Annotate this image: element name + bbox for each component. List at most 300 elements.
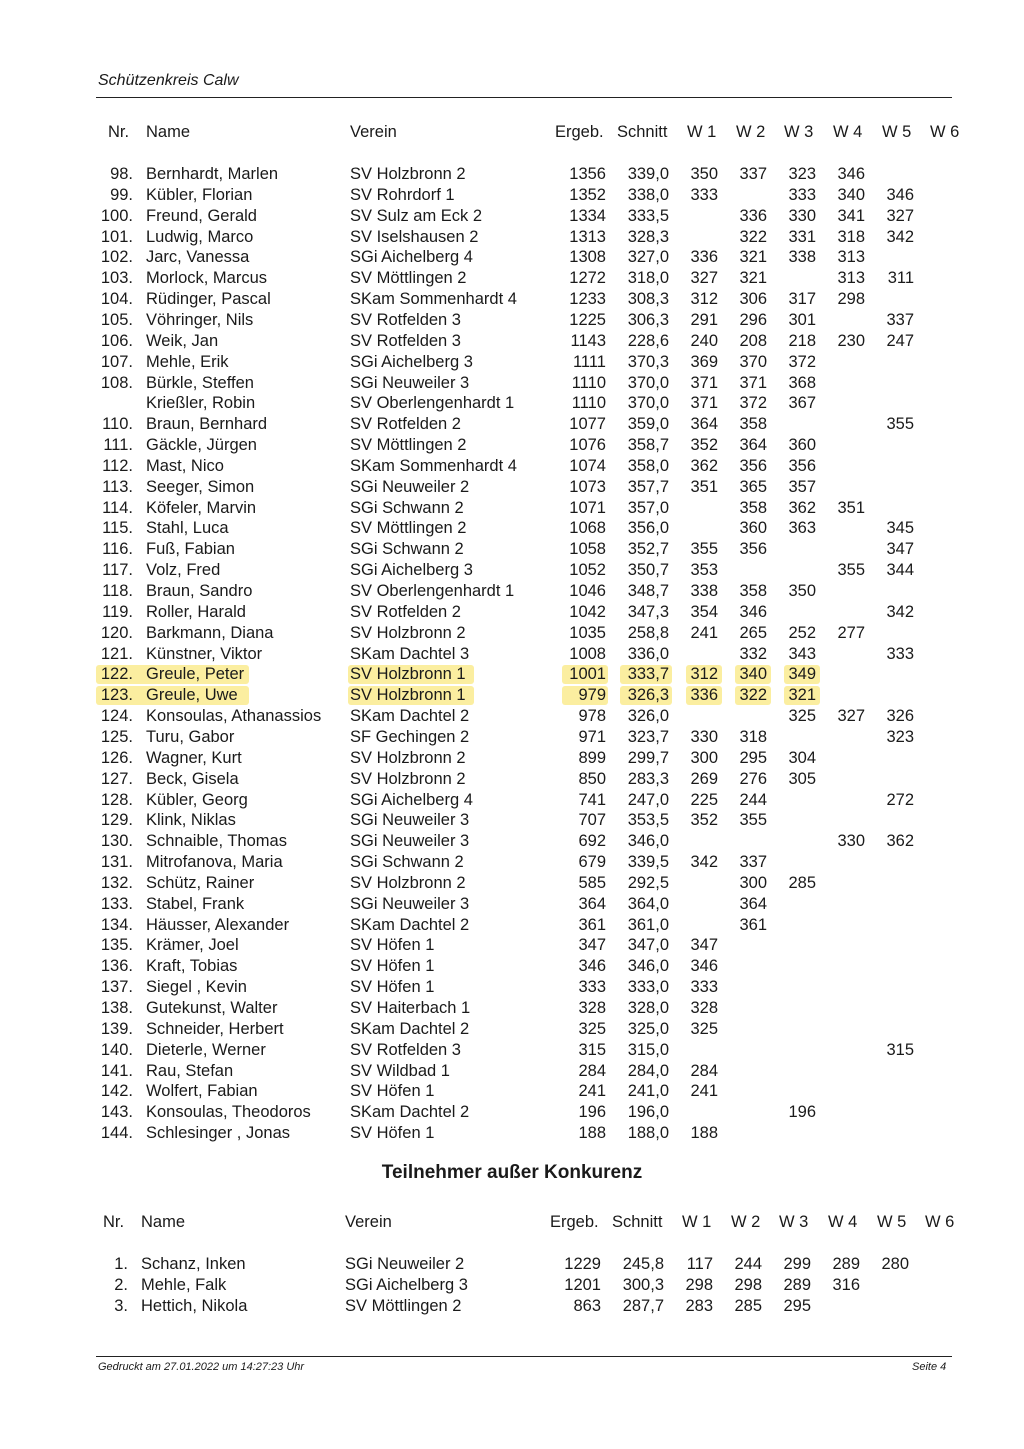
column-header-ergeb: Ergeb.: [550, 1213, 599, 1231]
table-row: [0, 518, 1024, 538]
nr-cell: 108.: [100, 373, 133, 392]
w2-cell: 358: [739, 415, 767, 434]
table-row: [0, 644, 1024, 664]
average-cell: 333,5: [627, 206, 669, 225]
table-row: [0, 185, 1024, 205]
average-cell: 241,0: [627, 1082, 669, 1101]
total-cell: 328: [578, 999, 606, 1017]
w5-cell: 345: [886, 519, 914, 538]
average-cell: 370,0: [627, 394, 669, 413]
nr-cell: 98.: [110, 165, 133, 183]
club-cell: SV Möttlingen 2: [350, 269, 467, 288]
table-row: [0, 1254, 1024, 1274]
w4-cell: 313: [837, 248, 865, 267]
w2-cell: 300: [739, 873, 767, 892]
nr-cell: 121.: [100, 644, 133, 663]
w1-cell: 300: [690, 748, 718, 767]
nr-cell: 142.: [100, 1082, 133, 1101]
w2-cell: 360: [739, 519, 767, 538]
w1-cell: 371: [690, 394, 718, 413]
nr-cell: 107.: [100, 352, 133, 371]
w4-cell: 340: [837, 185, 865, 204]
nr-cell: 128.: [100, 790, 133, 809]
total-cell: 1308: [569, 248, 606, 267]
nr-cell: 3.: [114, 1297, 128, 1315]
club-cell: SV Rohrdorf 1: [350, 185, 455, 204]
total-cell: 741: [578, 790, 606, 809]
average-cell: 325,0: [627, 1019, 669, 1038]
club-cell: SV Rotfelden 3: [350, 331, 461, 350]
name-cell: Morlock, Marcus: [146, 269, 268, 288]
w1-cell: 283: [685, 1297, 713, 1315]
nr-cell: 118.: [102, 582, 133, 600]
club-cell: SV Oberlengenhardt 1: [350, 394, 515, 413]
column-header-w6: W 6: [930, 123, 960, 141]
name-cell: Dieterle, Werner: [146, 1040, 266, 1059]
w1-cell: 298: [685, 1276, 713, 1294]
nr-cell: 124.: [100, 707, 133, 726]
column-header-w4: W 4: [828, 1213, 858, 1231]
w5-cell: 327: [886, 206, 914, 225]
club-cell: SV Holzbronn 2: [350, 873, 466, 892]
club-cell: SGi Aichelberg 3: [350, 561, 473, 580]
w5-cell: 337: [886, 310, 914, 329]
club-cell: SV Rotfelden 3: [350, 310, 461, 329]
nr-cell: 113.: [102, 477, 133, 496]
table-row: [0, 477, 1024, 497]
total-cell: 1073: [569, 477, 606, 496]
w1-cell: 269: [690, 769, 718, 788]
name-cell: Schanz, Inken: [141, 1255, 246, 1273]
w1-cell: 117: [686, 1255, 713, 1273]
total-cell: 585: [578, 873, 606, 892]
table-row: [0, 915, 1024, 935]
w2-cell: 285: [734, 1297, 762, 1315]
w3-cell: 305: [788, 769, 816, 788]
table-row: [0, 769, 1024, 789]
club-cell: SGi Aichelberg 3: [345, 1276, 468, 1294]
table-row: [0, 164, 1024, 184]
w2-cell: 322: [739, 686, 767, 705]
total-cell: 978: [578, 707, 606, 726]
club-cell: SKam Dachtel 2: [350, 707, 470, 726]
table-row: [0, 977, 1024, 997]
total-cell: 1074: [569, 456, 606, 475]
nr-cell: 99.: [110, 185, 133, 204]
total-cell: 850: [578, 769, 606, 788]
column-header-name: Name: [146, 123, 191, 141]
w3-cell: 252: [788, 623, 816, 642]
nr-cell: 103.: [100, 269, 133, 288]
total-cell: 707: [578, 811, 606, 830]
name-cell: Braun, Bernhard: [146, 415, 268, 434]
nr-cell: 119.: [102, 602, 133, 621]
average-cell: 353,5: [627, 811, 669, 830]
nr-cell: 104.: [100, 290, 133, 309]
w3-cell: 360: [788, 436, 816, 455]
w1-cell: 342: [690, 853, 718, 872]
nr-cell: 116.: [102, 540, 133, 559]
w3-cell: 301: [788, 310, 816, 329]
name-cell: Hettich, Nikola: [141, 1297, 248, 1315]
nr-cell: 2.: [114, 1276, 128, 1294]
w3-cell: 338: [788, 248, 816, 267]
name-cell: Kraft, Tobias: [146, 957, 238, 976]
w1-cell: 284: [690, 1061, 718, 1080]
column-header-w3: W 3: [784, 123, 814, 141]
page-number: Seite 4: [912, 1361, 947, 1373]
name-cell: Barkmann, Diana: [146, 623, 274, 642]
name-cell: Bernhardt, Marlen: [146, 165, 279, 183]
name-cell: Schnaible, Thomas: [146, 832, 287, 851]
w4-cell: 289: [832, 1255, 860, 1273]
column-header-schnitt: Schnitt: [617, 123, 668, 141]
w3-cell: 356: [788, 456, 816, 475]
club-cell: SV Oberlengenhardt 1: [350, 582, 515, 600]
club-cell: SV Holzbronn 2: [350, 623, 466, 642]
w2-cell: 208: [739, 331, 767, 350]
nr-cell: 102.: [100, 248, 133, 267]
table-row: [0, 581, 1024, 601]
name-cell: Konsoulas, Athanassios: [146, 707, 322, 726]
club-cell: SV Holzbronn 1: [350, 686, 466, 705]
total-cell: 325: [578, 1019, 606, 1038]
w3-cell: 299: [783, 1255, 811, 1273]
name-cell: Krämer, Joel: [146, 936, 239, 955]
w1-cell: 336: [690, 686, 718, 705]
average-cell: 333,0: [627, 978, 669, 997]
average-cell: 247,0: [627, 790, 669, 809]
club-cell: SGi Aichelberg 3: [350, 352, 473, 371]
name-cell: Schlesinger , Jonas: [146, 1124, 290, 1143]
total-cell: 1110: [571, 394, 606, 413]
average-cell: 300,3: [622, 1276, 664, 1294]
name-cell: Mehle, Falk: [141, 1276, 227, 1294]
table-row: [0, 560, 1024, 580]
total-cell: 1008: [569, 644, 606, 663]
total-cell: 1110: [571, 373, 606, 392]
total-cell: 1077: [569, 415, 606, 434]
name-cell: Schneider, Herbert: [146, 1019, 284, 1038]
name-cell: Weik, Jan: [146, 331, 219, 350]
w1-cell: 364: [690, 415, 718, 434]
w1-cell: 355: [690, 540, 718, 559]
nr-cell: 132.: [100, 873, 133, 892]
column-header-w6: W 6: [925, 1213, 955, 1231]
w1-cell: 362: [690, 456, 718, 475]
total-cell: 899: [578, 748, 606, 767]
w1-cell: 336: [690, 248, 718, 267]
w3-cell: 325: [788, 707, 816, 726]
average-cell: 359,0: [627, 415, 669, 434]
table-row: [0, 790, 1024, 810]
average-cell: 346,0: [627, 832, 669, 851]
table-row: [0, 1123, 1024, 1143]
table-row: [0, 623, 1024, 643]
nr-cell: 125.: [100, 727, 133, 746]
table-row: [0, 873, 1024, 893]
name-cell: Krießler, Robin: [146, 394, 256, 413]
table-row: [0, 852, 1024, 872]
column-header-verein: Verein: [345, 1213, 392, 1231]
total-cell: 364: [578, 894, 606, 913]
club-cell: SV Holzbronn 1: [350, 665, 466, 684]
club-cell: SV Rotfelden 2: [350, 602, 461, 621]
total-cell: 1076: [569, 436, 606, 455]
name-cell: Stabel, Frank: [146, 894, 245, 913]
total-cell: 1225: [569, 310, 606, 329]
club-cell: SV Holzbronn 2: [350, 165, 466, 183]
average-cell: 352,7: [627, 540, 669, 559]
w2-cell: 371: [739, 373, 767, 392]
column-header-w1: W 1: [682, 1213, 712, 1231]
nr-cell: 144.: [100, 1124, 133, 1143]
average-cell: 347,0: [627, 936, 669, 955]
nr-cell: 143.: [100, 1103, 133, 1122]
table-row: [0, 289, 1024, 309]
club-cell: SGi Aichelberg 4: [350, 248, 473, 267]
nr-cell: 138.: [100, 999, 133, 1017]
average-cell: 333,7: [627, 665, 669, 684]
w1-cell: 188: [690, 1124, 718, 1143]
name-cell: Vöhringer, Nils: [146, 310, 254, 329]
table-row: [0, 227, 1024, 247]
table-row: [0, 310, 1024, 330]
table-row: [0, 935, 1024, 955]
w4-cell: 327: [837, 707, 865, 726]
average-cell: 370,0: [627, 373, 669, 392]
name-cell: Jarc, Vanessa: [146, 248, 250, 267]
w2-cell: 340: [739, 665, 767, 684]
average-cell: 306,3: [627, 310, 669, 329]
w1-cell: 327: [690, 269, 718, 288]
total-cell: 188: [578, 1124, 606, 1143]
table-row: [0, 414, 1024, 434]
w3-cell: 368: [788, 373, 816, 392]
w4-cell: 355: [837, 561, 865, 580]
w2-cell: 365: [739, 477, 767, 496]
w1-cell: 330: [690, 727, 718, 746]
w5-cell: 347: [886, 540, 914, 559]
name-cell: Kübler, Georg: [146, 790, 248, 809]
w3-cell: 330: [788, 206, 816, 225]
total-cell: 1052: [569, 561, 606, 580]
w1-cell: 312: [690, 665, 718, 684]
w5-cell: 342: [886, 602, 914, 621]
club-cell: SKam Sommenhardt 4: [350, 290, 517, 309]
column-header-w1: W 1: [687, 123, 717, 141]
average-cell: 283,3: [627, 769, 669, 788]
w5-cell: 323: [886, 727, 914, 746]
w3-cell: 331: [788, 227, 816, 246]
average-cell: 347,3: [627, 602, 669, 621]
name-cell: Mast, Nico: [146, 456, 224, 475]
w3-cell: 285: [788, 873, 816, 892]
w5-cell: 280: [881, 1255, 909, 1273]
nr-cell: 129.: [100, 811, 133, 830]
average-cell: 188,0: [627, 1124, 669, 1143]
total-cell: 979: [578, 686, 606, 705]
w1-cell: 351: [690, 477, 718, 496]
nr-cell: 127.: [100, 769, 133, 788]
w1-cell: 225: [690, 790, 718, 809]
nr-cell: 141.: [100, 1061, 133, 1080]
average-cell: 287,7: [622, 1297, 664, 1315]
club-cell: SGi Neuweiler 3: [350, 832, 470, 851]
name-cell: Schütz, Rainer: [146, 873, 255, 892]
w4-cell: 313: [837, 269, 865, 288]
club-cell: SKam Dachtel 2: [350, 1019, 470, 1038]
club-cell: SV Holzbronn 2: [350, 748, 466, 767]
w1-cell: 354: [690, 602, 718, 621]
w2-cell: 332: [739, 644, 767, 663]
average-cell: 346,0: [627, 957, 669, 976]
w1-cell: 312: [690, 290, 718, 309]
w1-cell: 241: [690, 1082, 718, 1101]
w4-cell: 330: [837, 832, 865, 851]
w4-cell: 277: [837, 623, 865, 642]
column-header-w5: W 5: [882, 123, 912, 141]
average-cell: 339,0: [627, 165, 669, 183]
club-cell: SGi Aichelberg 4: [350, 790, 473, 809]
average-cell: 308,3: [627, 290, 669, 309]
w3-cell: 323: [788, 165, 816, 183]
average-cell: 299,7: [627, 748, 669, 767]
nr-cell: 112.: [102, 456, 133, 475]
w5-cell: 355: [886, 415, 914, 434]
w3-cell: 343: [788, 644, 816, 663]
total-cell: 1229: [564, 1255, 601, 1273]
w1-cell: 369: [690, 352, 718, 371]
w2-cell: 364: [739, 894, 767, 913]
average-cell: 292,5: [627, 873, 669, 892]
table-row: [0, 894, 1024, 914]
total-cell: 333: [578, 978, 606, 997]
column-header-w4: W 4: [833, 123, 863, 141]
name-cell: Mitrofanova, Maria: [146, 853, 283, 872]
w2-cell: 358: [739, 498, 767, 517]
w2-cell: 298: [734, 1276, 762, 1294]
average-cell: 348,7: [627, 582, 669, 600]
name-cell: Kübler, Florian: [146, 185, 253, 204]
w5-cell: 346: [886, 185, 914, 204]
table-row: [0, 373, 1024, 393]
average-cell: 357,0: [627, 498, 669, 517]
club-cell: SKam Dachtel 2: [350, 915, 470, 934]
total-cell: 1068: [569, 519, 606, 538]
name-cell: Freund, Gerald: [146, 206, 257, 225]
w1-cell: 347: [690, 936, 718, 955]
average-cell: 327,0: [627, 248, 669, 267]
nr-cell: 120.: [100, 623, 133, 642]
column-header-w5: W 5: [877, 1213, 907, 1231]
club-cell: SKam Dachtel 2: [350, 1103, 470, 1122]
table-row: [0, 498, 1024, 518]
name-cell: Fuß, Fabian: [146, 540, 235, 559]
name-cell: Rau, Stefan: [146, 1061, 234, 1080]
table-row: [0, 435, 1024, 455]
name-cell: Rüdinger, Pascal: [146, 290, 271, 309]
w1-cell: 325: [690, 1019, 718, 1038]
table-row: [0, 1019, 1024, 1039]
club-cell: SV Rotfelden 2: [350, 415, 461, 434]
nr-cell: 115.: [102, 519, 133, 538]
name-cell: Beck, Gisela: [146, 769, 239, 788]
average-cell: 228,6: [627, 331, 669, 350]
average-cell: 315,0: [627, 1040, 669, 1059]
club-cell: SGi Neuweiler 3: [350, 894, 470, 913]
w5-cell: 344: [886, 561, 914, 580]
club-cell: SV Sulz am Eck 2: [350, 206, 483, 225]
table-row: [0, 956, 1024, 976]
name-cell: Bürkle, Steffen: [146, 373, 254, 392]
club-cell: SV Höfen 1: [350, 1082, 435, 1101]
column-header-w2: W 2: [736, 123, 766, 141]
name-cell: Seeger, Simon: [146, 477, 255, 496]
w1-cell: 352: [690, 811, 718, 830]
table-row: [0, 331, 1024, 351]
column-header-w3: W 3: [779, 1213, 809, 1231]
w1-cell: 352: [690, 436, 718, 455]
nr-cell: 100.: [100, 206, 133, 225]
club-cell: SV Möttlingen 2: [345, 1297, 462, 1315]
w4-cell: 318: [837, 227, 865, 246]
table-row: [0, 748, 1024, 768]
nr-cell: 134.: [100, 915, 133, 934]
nr-cell: 114.: [102, 498, 133, 517]
name-cell: Ludwig, Marco: [146, 227, 254, 246]
average-cell: 358,0: [627, 456, 669, 475]
w1-cell: 346: [690, 957, 718, 976]
table-row: [0, 247, 1024, 267]
average-cell: 326,0: [627, 707, 669, 726]
club-cell: SV Haiterbach 1: [350, 999, 471, 1017]
name-cell: Mehle, Erik: [146, 352, 229, 371]
name-cell: Gutekunst, Walter: [146, 999, 278, 1017]
total-cell: 1035: [569, 623, 606, 642]
total-cell: 863: [573, 1297, 601, 1315]
name-cell: Turu, Gabor: [146, 727, 235, 746]
table-row: [0, 602, 1024, 622]
total-cell: 1111: [572, 352, 606, 371]
printed-timestamp: Gedruckt am 27.01.2022 um 14:27:23 Uhr: [98, 1361, 305, 1373]
average-cell: 336,0: [627, 644, 669, 663]
w3-cell: 357: [788, 477, 816, 496]
w3-cell: 218: [788, 331, 816, 350]
w3-cell: 289: [783, 1276, 811, 1294]
nr-cell: 135.: [100, 936, 133, 955]
total-cell: 196: [578, 1103, 606, 1122]
name-cell: Künstner, Viktor: [146, 644, 263, 663]
w5-cell: 272: [886, 790, 914, 809]
total-cell: 1001: [569, 665, 606, 684]
w2-cell: 265: [739, 623, 767, 642]
w2-cell: 372: [739, 394, 767, 413]
w2-cell: 361: [739, 915, 767, 934]
total-cell: 1356: [569, 165, 606, 183]
column-header-nr: Nr.: [103, 1213, 125, 1231]
club-cell: SGi Neuweiler 3: [350, 373, 470, 392]
name-cell: Roller, Harald: [146, 602, 246, 621]
w3-cell: 362: [788, 498, 816, 517]
table-row: [0, 268, 1024, 288]
average-cell: 323,7: [627, 727, 669, 746]
name-cell: Volz, Fred: [146, 561, 221, 580]
nr-cell: 133.: [100, 894, 133, 913]
total-cell: 1042: [569, 602, 606, 621]
w2-cell: 318: [739, 727, 767, 746]
name-cell: Greule, Peter: [146, 665, 245, 684]
